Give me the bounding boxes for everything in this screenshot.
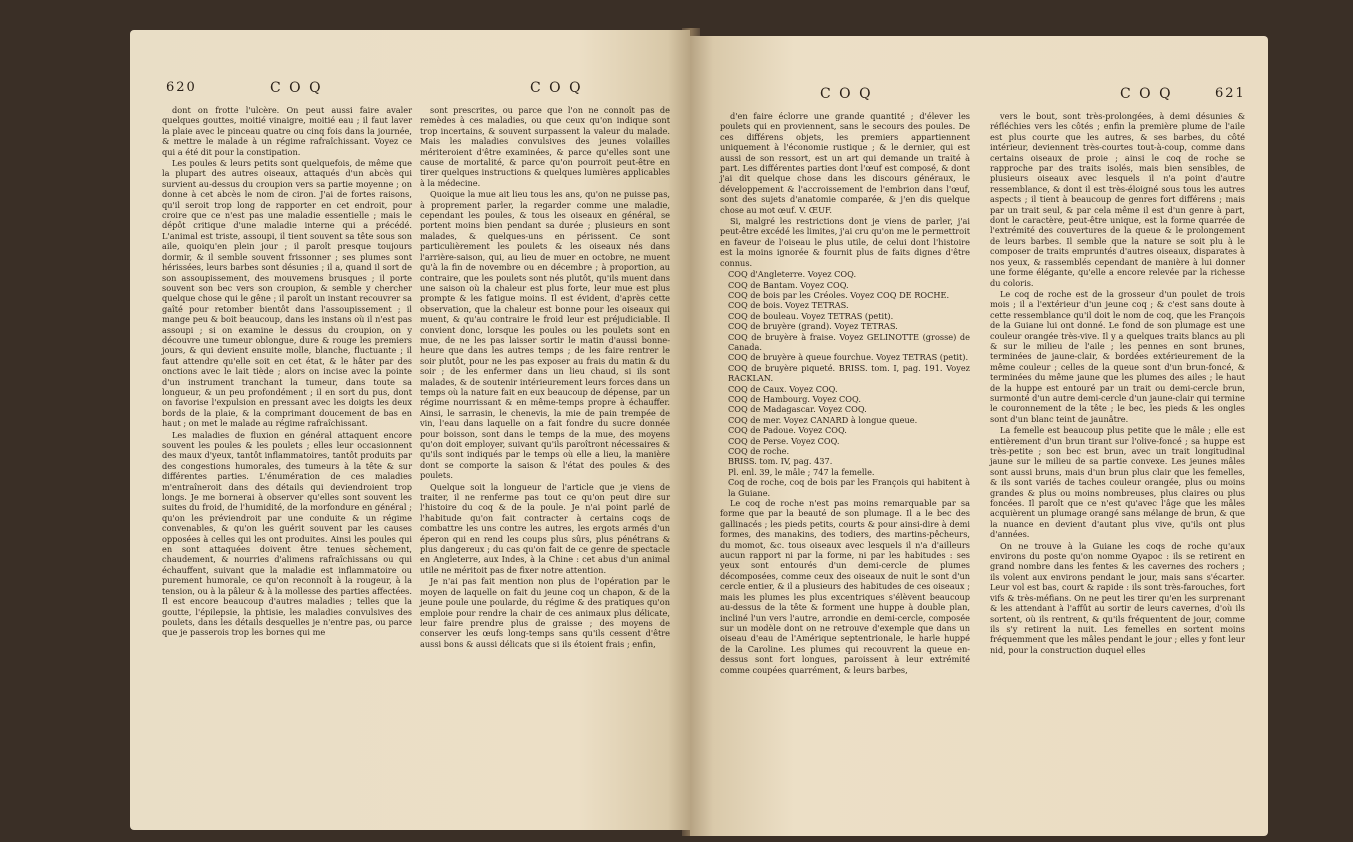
entry: COQ de bois par les Créoles. Voyez COQ DE ROCHE. — [728, 289, 950, 300]
entry: COQ de bruyère à fraise. Voyez GELINOTTE (grosse) de Canada. — [728, 331, 970, 352]
entry: COQ de Padoue. Voyez COQ. — [728, 425, 847, 436]
entry: COQ de mer. Voyez CANARD à longue queue. — [728, 414, 918, 425]
entry: Pl. enl. 39, le mâle ; 747 la femelle. — [728, 466, 875, 477]
entry: COQ de Madagascar. Voyez COQ. — [728, 404, 867, 415]
paragraph: sont prescrites, ou parce que l'on ne connoît pas de remèdes à ces maladies, ou que ceux qu'on indique sont trop incertains, & souvent surpassent la valeur du malade. Mais les maladies convulsives des jeunes volailles mériteroient d'être examinées, & parce qu'elles sont une cause de mortalité, & parce qu'on pourroit peut-être en tirer quelques instructions & quelques lumières applicables à la médecine. — [420, 105, 670, 188]
paragraph: Les poules & leurs petits sont quelquefois, de même que la plupart des autres oiseaux, attaqués d'un abcès qui survient au-dessus du croupion vers sa partie moyenne ; on donne à cet abcès le nom de ciron. J'ai de fortes raisons, qu'il seroit trop long de rapporter en cet endroit, pour croire que ce n'est pas une maladie essentielle ; mais le dépôt critique d'une maladie interne qui a précédé. L'animal est triste, assoupi, il tient souvent sa tête sous son aile, quoiqu'en plein jour ; il paroît presque toujours dormir, & il semble souvent frissonner ; ses plumes sont hérissées, leurs barbes sont désunies ; il a, quand il sort de son assoupissement, des mouvemens brusques ; il porte souvent son bec vers son croupion, & semble y chercher quelque chose qui le gêne ; il paroît un instant recouvrer sa gaîté pour retomber bientôt dans l'assoupissement ; il mange peu & boit beaucoup, dans les instans où il n'est pas assoupi ; si on examine le dessus du croupion, on y découvre une tumeur oblongue, dure & rouge les premiers jours, & qui devient ensuite molle, blanche, fluctuante ; il faut attendre qu'elle soit en cet état, & le hâter par des onctions avec le lait tiède ; alors on incise avec la pointe d'un instrument tranchant la tumeur, dans toute sa longueur, & un peu profondément ; il en sort du pus, dont on favorise l'expulsion en pressant avec les doigts les deux bords de la plaie, & la comprimant doucement de bas en haut ; on met le malade au régime rafraîchissant. — [162, 158, 412, 429]
entry: COQ de bruyère à queue fourchue. Voyez TETRAS (petit). — [728, 352, 969, 363]
paragraph: Quoique la mue ait lieu tous les ans, qu'on ne puisse pas, à proprement parler, la regarder comme une maladie, cependant les poules, & tous les oiseaux en général, se portent moins bien pendant sa durée ; plusieurs en sont malades, & quelques-uns en périssent. Ce sont particulièrement les poulets & les oiseaux nés dans l'arrière-saison, qui, au lieu de muer en octobre, ne muent qu'à la fin de novembre ou en décembre ; à proportion, au contraire, que les poulets sont nés plutôt, qu'ils muent dans une saison où la chaleur est plus forte, leur mue est plus prompte & les fatigue moins. Il est évident, d'après cette observation, que la chaleur est bonne pour les oiseaux qui muent, & qu'au contraire le froid leur est préjudiciable. Il convient donc, lorsque les poules ou les poulets sont en mue, de ne les pas laisser sortir le matin d'aussi bonne-heure que dans les autres temps ; de les faire rentrer le soir plutôt, pour ne les pas exposer au frais du matin & du soir ; de les enfermer dans un lieu chaud, si ils sont malades, & de soutenir intérieurement leurs forces dans un temps où la nature fait en eux beaucoup de dépense, par un régime nourrissant & en même-temps propre à échauffer. Ainsi, le sarrasin, le chenevis, la mie de pain trempée de vin, l'eau dans laquelle on a fait fondre du sucre donnée pour boisson, sont dans le temps de la mue, des moyens qu'on doit employer, suivant qu'ils paroîtront nécessaires & qu'ils sont indiqués par le temps où elle a lieu, la manière dont se comporte la saison & l'état des poules & des poulets. — [420, 189, 670, 481]
paragraph: Je n'ai pas fait mention non plus de l'opération par le moyen de laquelle on fait du jeune coq un chapon, & de la jeune poule une poularde, du régime & des pratiques qu'on emploie pour rendre la chair de ces animaux plus délicate, leur faire prendre plus de graisse ; des moyens de conserver les œufs long-temps sans qu'ils cessent d'être aussi bons & aussi délicats que si ils étoient frais ; enfin, — [420, 576, 670, 649]
left-running-head-2: C O Q — [530, 80, 583, 96]
entry: COQ de bruyère (grand). Voyez TETRAS. — [728, 321, 898, 332]
entry: COQ de Hambourg. Voyez COQ. — [728, 393, 861, 404]
right-running-head-2: C O Q — [1120, 86, 1173, 102]
paragraph: d'en faire éclorre une grande quantité ; d'élever les poulets qui en proviennent, sans le secours des poules. De ces différens objets, les premiers appartiennent uniquement à l'économie rustique ; & le dernier, qui est aussi de son ressort, est un art qui demande un traité à part. Les différentes parties dont l'œuf est composé, & dont j'ai dit quelque chose dans les discours généraux, le développement & l'accroissement de l'embrion dans l'œuf, sont des sujets d'anatomie comparée, & j'en dis quelque chose au mot œuf. V. ŒUF. — [720, 111, 970, 215]
entry: COQ de bruyère piqueté. BRISS. tom. I, pag. 191. Voyez RACKLAN. — [728, 362, 970, 384]
left-running-head-1: C O Q — [270, 80, 323, 96]
right-running-head-1: C O Q — [820, 86, 873, 102]
entry: COQ de roche. — [728, 446, 790, 456]
paragraph: Le coq de roche n'est pas moins remarquable par sa forme que par la beauté de son plumage. Il a le bec des gallinacés ; les pieds petits, courts & pour ainsi-dire à demi formes, des manakins, des todiers, des martins-pêcheurs, du momot, &c. tous oiseaux avec lesquels il n'a d'ailleurs aucun rapport ni par la forme, ni par les habitudes : ses yeux sont entourés d'un demi-cercle de plumes décomposées, comme ceux des oiseaux de nuit le sont d'un cercle entier, & il a plusieurs des habitudes de ces oiseaux ; mais les plumes les plus excentriques s'élèvent beaucoup au-dessus de la tête & forment une huppe à double plan, incliné l'un vers l'autre, arrondie en demi-cercle, composée sur un modèle dont on ne retrouve d'exemple que dans un oiseau d'eau de l'Amérique septentrionale, le harle huppé de la Caroline. Les plumes qui recouvrent la queue en-dessus sont fort longues, paroissent à leur extrémité comme coupées quarrément, & leurs barbes, — [720, 498, 970, 675]
right-page-number: 621 — [1215, 86, 1246, 101]
left-column-2 — [420, 105, 670, 650]
paragraph: vers le bout, sont très-prolongées, à demi désunies & réfléchies vers les côtés ; enfin la première plume de l'aile est plus courte que les autres, & ses barbes, du côté intérieur, deviennent très-courtes tout-à-coup, comme dans certains oiseaux de proie ; ainsi le coq de roche se rapproche par des traits isolés, mais bien sensibles, de plusieurs oiseaux avec lesquels il n'a point d'autre ressemblance, & dont il est très-éloigné sous tous les autres aspects ; il tient à beaucoup de genres fort différens ; mais par un trait seul, & par cela même il est d'un genre à part, dont le caractère, peut-être unique, est la forme quarrée de l'extrémité des couvertures de la queue & le prolongement de leurs barbes. Il semble que la nature se soit plu à le composer de traits empruntés d'autres oiseaux, disparates à nos yeux, & rassemblés cependant de manière à lui donner une forme élégante, qu'elle a encore relevée par la richesse du coloris. — [990, 111, 1245, 288]
entry: Coq de roche, coq de bois par les François qui habitent à la Guiane. — [728, 477, 970, 498]
left-page-number: 620 — [166, 80, 197, 95]
entry: COQ de Caux. Voyez COQ. — [728, 383, 838, 394]
entry: BRISS. tom. IV, pag. 437. — [728, 456, 833, 467]
right-column-1 — [720, 111, 970, 676]
paragraph: Le coq de roche est de la grosseur d'un poulet de trois mois ; il a l'extérieur d'un jeune coq ; & c'est sans doute à cette ressemblance qu'il doit le nom de coq, que les François de la Guiane lui ont donné. Le fond de son plumage est une couleur orangée très-vive. Il y a quelques traits blancs au pli & sur le milieu de l'aile ; les pennes en sont brunes, terminées de jaune-clair, & bordées extérieurement de la même couleur ; celles de la queue sont d'un brun-foncé, & terminées du même jaune que les plumes des ailes ; le haut de la huppe est entouré par un trait ou demi-cercle brun, surmonté d'un autre demi-cercle d'un jaune-clair qui termine le couronnement de la tête ; le bec, les pieds & les ongles sont d'un blanc teint de jaunâtre. — [990, 288, 1245, 424]
left-page — [130, 30, 690, 830]
entry: COQ d'Angleterre. Voyez COQ. — [728, 269, 857, 280]
right-page — [690, 36, 1268, 836]
paragraph: Si, malgré les restrictions dont je viens de parler, j'ai peut-être excédé les limites, j'ai cru qu'on me le permettroit en faveur de l'oiseau le plus utile, de celui dont l'histoire est la moins ignorée & fournit plus de faits dignes d'être connus. — [720, 216, 970, 268]
entry: COQ de bois. Voyez TETRAS. — [728, 300, 849, 311]
right-column-2 — [990, 111, 1245, 656]
left-column-1 — [162, 105, 412, 639]
entry: COQ de Perse. Voyez COQ. — [728, 435, 840, 446]
paragraph: On ne trouve à la Guiane les coqs de roche qu'aux environs du poste qu'on nomme Oyapoc : ils se retirent en grand nombre dans les fentes & les cavernes des rochers ; ils volent aux environs pendant le jour, mais sans s'écarter. Leur vol est bas, court & rapide : ils sont très-farouches, fort vifs & très-méfians. On ne peut les tirer qu'en les surprenant & les attendant à l'affût au sortir de leurs cavernes, d'où ils sortent, où ils rentrent, & qu'ils fréquentent de jour, comme ils s'y retirent la nuit. Les femelles en sortent moins fréquemment que les mâles pendant le jour ; elles y font leur nid, pour la construction duquel elles — [990, 540, 1245, 655]
paragraph: Quelque soit la longueur de l'article que je viens de traiter, il ne renferme pas tout ce qu'on peut dire sur l'histoire du coq & de la poule. Je n'ai point parlé de l'habitude qu'on fait contracter à certains coqs de combattre les uns contre les autres, les ergots armés d'un éperon qui en rend les coups plus sûrs, plus pénétrans & plus dangereux ; du cas qu'on fait de ce genre de spectacle en Angleterre, aux Indes, à la Chine : cet abus d'un animal utile ne méritoit pas de fixer notre attention. — [420, 481, 670, 575]
entry: COQ de bouleau. Voyez TETRAS (petit). — [728, 310, 894, 321]
paragraph: Les maladies de fluxion en général attaquent encore souvent les poules & les poulets ; elles leur occasionnent des maux d'yeux, tantôt inflammatoires, tantôt produits par des congestions humorales, des tumeurs à la tête & sur différentes parties. L'énumération de ces maladies m'entraîneroit dans des détails qui deviendroient trop longs. Je me bornerai à observer qu'elles sont souvent les suites du froid, de l'humidité, de la morfondure en général ; qu'on les préviendroit par une conduite & un régime convenables, & qu'on les guérit souvent par les causes opposées à celles qui les ont produites. Ainsi les poules qui en sont attaquées doivent être tenues sèchement, chaudement, & nourries d'alimens rafraîchissans ou qui échauffent, suivant que la maladie est inflammatoire ou purement humorale, ce qu'on reconnoît à la rougeur, à la tension, ou à la pâleur & à la mollesse des parties affectées. Il est encore beaucoup d'autres maladies ; telles que la goutte, l'épilepsie, la phtisie, les maladies convulsives des poulets, dans les détails desquelles je n'entre pas, ou parce que je passerois trop les bornes qui me — [162, 429, 412, 638]
paragraph: dont on frotte l'ulcère. On peut aussi faire avaler quelques gouttes, moitié vinaigre, moitié eau ; il faut laver la plaie avec le pinceau quatre ou cinq fois dans la journée, & mettre le malade à un régime rafraîchissant. Voyez ce qui a été dit pour la constipation. — [162, 105, 412, 157]
entry: COQ de Bantam. Voyez COQ. — [728, 279, 849, 290]
paragraph: La femelle est beaucoup plus petite que le mâle ; elle est entièrement d'un brun tirant sur l'olive-foncé ; sa huppe est très-petite ; son bec est brun, avec un trait longitudinal jaune sur le milieu de sa partie convexe. Les jeunes mâles sont aussi bruns, mais d'un brun plus clair que les femelles, & ils sont variés de taches couleur orangée, plus ou moins grandes & plus ou moins nombreuses, plus claires ou plus foncées. Il paroît que ce n'est qu'avec l'âge que les mâles acquièrent un plumage orangé sans mélange de brun, & que la nuance en devient d'autant plus vive, qu'ils ont plus d'années. — [990, 425, 1245, 540]
